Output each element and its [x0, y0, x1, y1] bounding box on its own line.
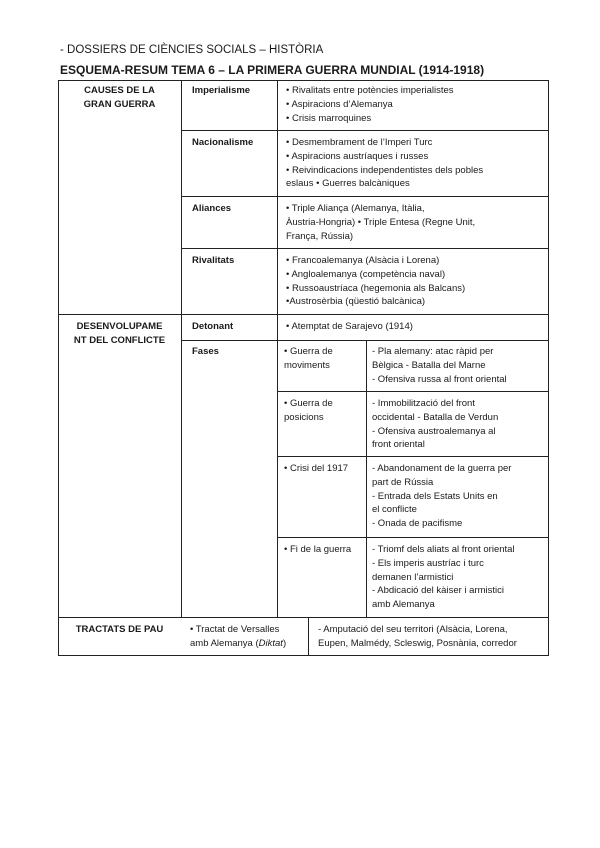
document-subtitle: - DOSSIERS DE CIÈNCIES SOCIALS – HISTÒRIA — [60, 44, 324, 56]
phase-detail-fi-guerra: - Triomf dels aliats al front oriental - Els imperis austríac i turc demanen l’armistici - Abdicació del kàiser i armistici amb Alemanya — [372, 544, 515, 611]
section-heading-causes: CAUSES DE LA GRAN GUERRA — [83, 85, 156, 110]
treaty-detail: - Amputació del seu territori (Alsàcia, Lorena, Eupen, Malmédy, Scleswig, Posnània, corredor — [318, 624, 517, 649]
cause-detail-nacionalisme: • Desmembrament de l’Imperi Turc • Aspiracions austríaques i russes • Reivindicacions independentistes dels pobles eslaus • Guerres balcàniques — [286, 137, 484, 190]
phase-detail-crisi-1917: - Abandonament de la guerra per part de Rússia - Entrada dels Estats Units en el conflicte - Onada de pacifisme — [372, 463, 512, 530]
treaty-name: • Tractat de Versalles amb Alemanya (Diktat) — [190, 624, 287, 649]
column-divider — [366, 340, 367, 617]
cause-detail-rivalitats: • Francoalemanya (Alsàcia i Lorena) • Angloalemanya (competència naval) • Russoaustríaca (hegemonia als Balcans) •Austrosèrbia (qüestió balcànica) — [286, 255, 466, 308]
row-divider — [181, 130, 549, 131]
fases-label: Fases — [192, 346, 219, 357]
row-divider — [181, 248, 549, 249]
phase-name-posicions: • Guerra de posicions — [284, 398, 333, 423]
section-divider — [58, 617, 549, 618]
cause-detail-aliances: • Triple Aliança (Alemanya, Itàlia, Àustria-Hongria) • Triple Entesa (Regne Unit, França, Rússia) — [286, 203, 476, 242]
document-title: ESQUEMA-RESUM TEMA 6 – LA PRIMERA GUERRA MUNDIAL (1914-1918) — [60, 63, 485, 77]
section-divider — [58, 314, 549, 315]
phase-detail-posicions: - Immobilització del front occidental - Batalla de Verdun - Ofensiva austroalemanya al front oriental — [372, 398, 499, 451]
row-divider — [181, 340, 549, 341]
phase-divider — [277, 537, 549, 538]
detonant-detail: • Atemptat de Sarajevo (1914) — [286, 321, 413, 332]
phase-divider — [277, 391, 549, 392]
cause-label-rivalitats: Rivalitats — [192, 255, 235, 266]
phase-divider — [277, 456, 549, 457]
cause-label-imperialisme: Imperialisme — [192, 85, 251, 96]
phase-name-fi-guerra: • Fi de la guerra — [284, 544, 352, 555]
phase-detail-moviments: - Pla alemany: atac ràpid per Bèlgica - Batalla del Marne - Ofensiva russa al front oriental — [372, 346, 507, 385]
row-divider — [181, 196, 549, 197]
cause-label-aliances: Aliances — [192, 203, 232, 214]
cause-label-nacionalisme: Nacionalisme — [192, 137, 254, 148]
detonant-label: Detonant — [192, 321, 234, 332]
section-heading-desenvolupament: DESENVOLUPAME NT DEL CONFLICTE — [73, 321, 166, 346]
cause-detail-imperialisme: • Rivalitats entre potències imperialistes • Aspiracions d’Alemanya • Crisis marroquines — [286, 85, 454, 124]
column-divider — [277, 80, 278, 617]
column-divider — [308, 617, 309, 656]
column-divider — [181, 80, 182, 617]
phase-name-moviments: • Guerra de moviments — [284, 346, 333, 371]
section-heading-tractats: TRACTATS DE PAU — [75, 624, 164, 635]
phase-name-crisi-1917: • Crisi del 1917 — [284, 463, 349, 474]
